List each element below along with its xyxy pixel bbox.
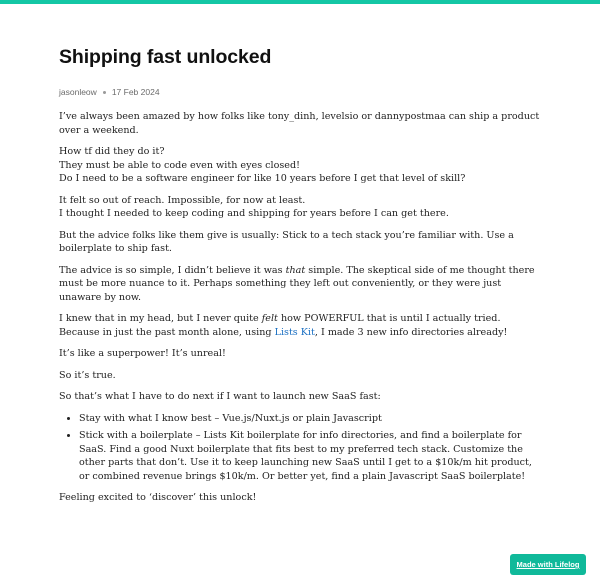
text-line: They must be able to code even with eyes closed! [59, 159, 300, 171]
paragraph [59, 312, 544, 339]
paragraph [59, 264, 544, 305]
text-line: How tf did they do it? [59, 146, 165, 157]
lists-kit-link[interactable]: Lists Kit [274, 326, 315, 338]
list-item: • Stick with a boilerplate – Lists Kit boilerplate for info directories, and find a boilerplate for SaaS. Find a good Nuxt boilerplate that fits best to my preferred tech stack. Customize the other parts that don’t. Use it to keep launching new SaaS until I get to a $10k/m hit product, or combined revenue brings $10k/m. Or better yet, find a plain Javascript SaaS boilerplate! [79, 429, 544, 483]
paragraph [59, 194, 544, 221]
paragraph: Feeling excited to ‘discover’ this unlock! [59, 492, 257, 503]
article [59, 44, 544, 513]
text-line: Do I need to be a software engineer for like 10 years before I get that level of skill? [59, 173, 466, 184]
text-segment: simple. The skeptical side of me thought there must be more nuance to it. Perhaps something they left out conveniently, or they were just unaware by now. [59, 264, 535, 303]
emphasis-text: felt [261, 313, 278, 324]
text-segment: , I made 3 new info directories already! [314, 326, 508, 338]
list-item: • Stay with what I know best – Vue.js/Nuxt.js or plain Javascript [79, 412, 544, 426]
paragraph: I’ve always been amazed by how folks like tony_dinh, levelsio or dannypostmaa can ship a product over a weekend. [59, 111, 540, 136]
text-line: It felt so out of reach. Impossible, for now at least. [59, 194, 306, 206]
emphasis-text: that [285, 264, 306, 276]
post-meta [59, 86, 544, 98]
article-body [59, 110, 544, 505]
paragraph [59, 145, 544, 186]
made-with-lifelog-button[interactable]: Made with Lifelog [510, 554, 586, 575]
top-accent-bar [0, 0, 600, 4]
page-title: Shipping fast unlocked [59, 46, 272, 68]
paragraph: But the advice folks like them give is usually: Stick to a tech stack you’re familiar with. Use a boilerplate to ship fast. [59, 229, 514, 254]
text-segment: I knew that in my head, but I never quite [59, 313, 262, 324]
bullet-list [59, 412, 544, 484]
separator-dot [103, 91, 106, 94]
paragraph: So it’s true. [59, 369, 116, 381]
text-segment: how POWERFUL that is until I actually tried. Because in just the past month alone, using [59, 313, 501, 338]
text-line: I thought I needed to keep coding and shipping for years before I can get there. [59, 208, 449, 219]
post-date: 17 Feb 2024 [111, 87, 160, 97]
author-name[interactable]: jasonleow [59, 87, 97, 97]
paragraph: So that’s what I have to do next if I want to launch new SaaS fast: [59, 391, 381, 402]
text-segment: The advice is so simple, I didn’t believe it was [59, 264, 286, 276]
paragraph: It’s like a superpower! It’s unreal! [59, 348, 226, 359]
